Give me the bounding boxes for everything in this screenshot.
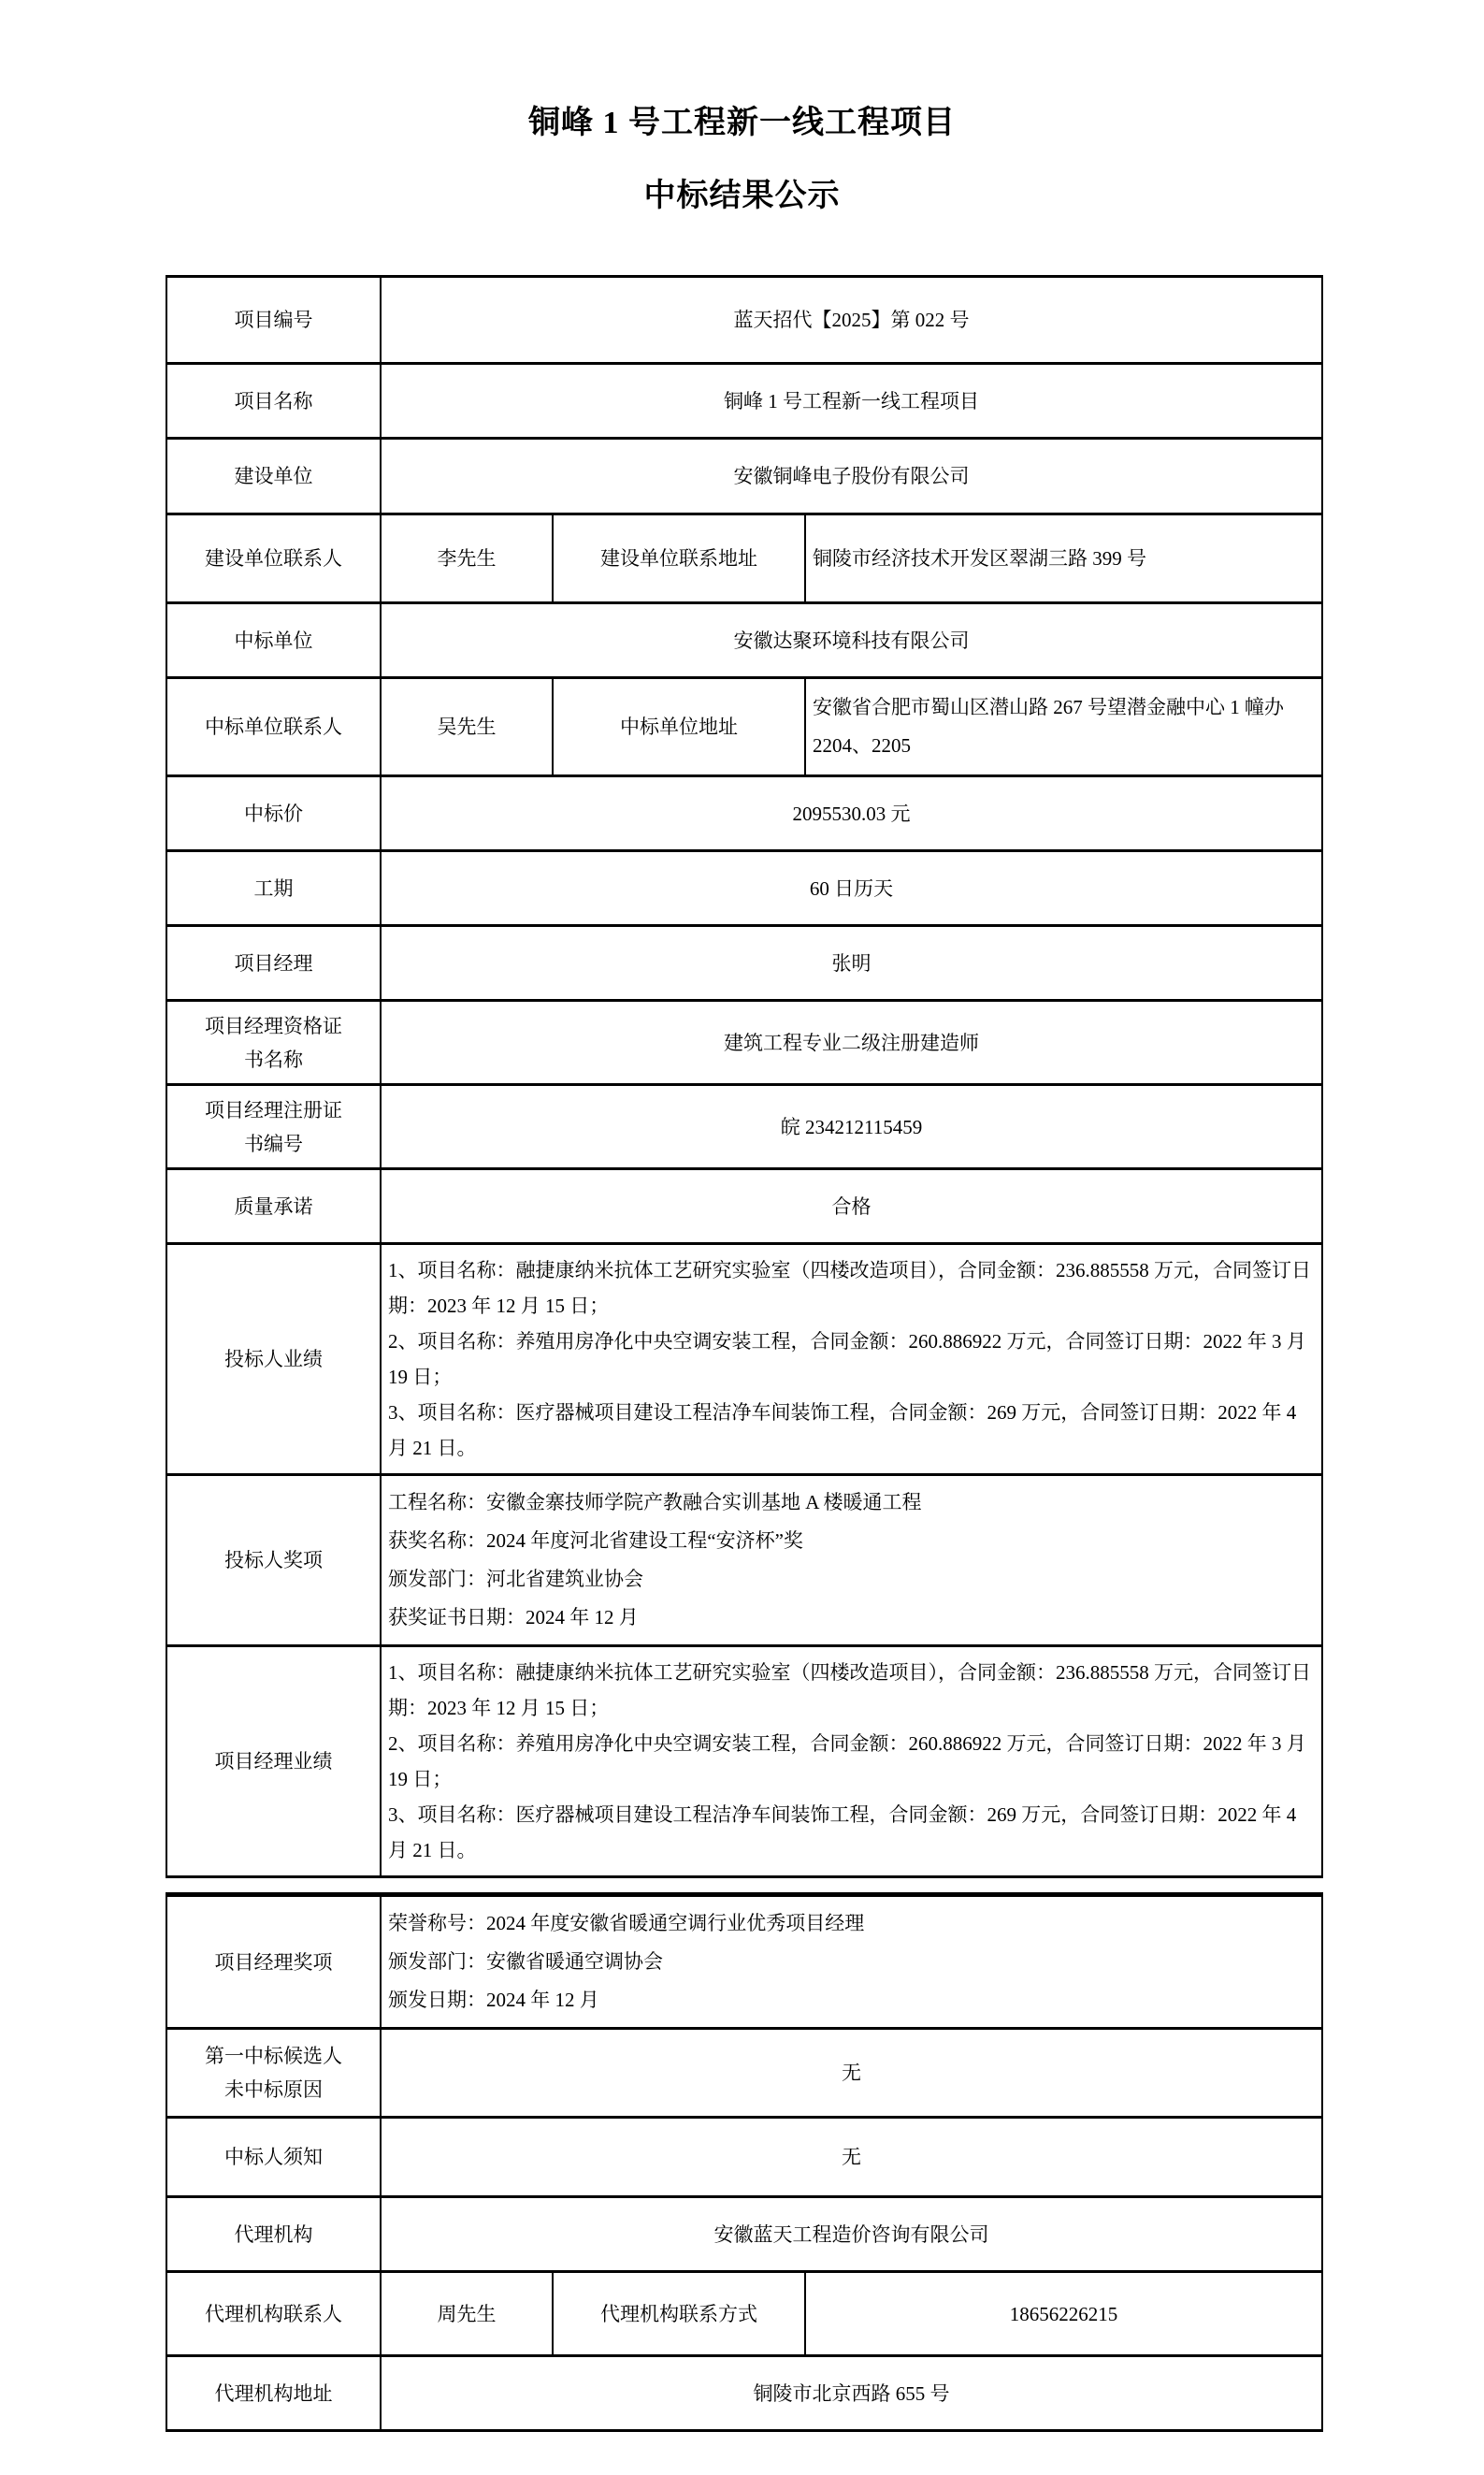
cell-text-line: 2095530.03 元 (792, 802, 911, 825)
cell-text-line: 代理机构 (234, 2222, 313, 2246)
result-table-area (166, 275, 1321, 2432)
table-row (166, 678, 1322, 776)
field-label-cell (166, 1895, 381, 2029)
field-label-cell (166, 678, 381, 776)
table-row (166, 2118, 1322, 2197)
field-label-cell (166, 514, 381, 603)
field-value-cell (381, 439, 1322, 514)
field-value-cell (381, 1646, 1322, 1877)
cell-text-line: 张明 (831, 951, 872, 975)
field-label-cell (166, 926, 381, 1001)
cell-text-line: 荣誉称号：2024 年度安徽省暖通空调行业优秀项目经理 (388, 1912, 865, 1934)
cell-text-line: 获奖证书日期：2024 年 12 月 (388, 1606, 639, 1628)
field-value-cell (805, 678, 1322, 776)
cell-text-line: 李先生 (437, 547, 497, 570)
table-row (166, 1475, 1322, 1646)
field-value-cell (381, 1169, 1322, 1244)
cell-text-line: 建设单位联系地址 (600, 547, 757, 570)
field-label-cell (166, 1001, 381, 1085)
field-value-cell (805, 514, 1322, 603)
table-row (166, 514, 1322, 603)
table-row (166, 1085, 1322, 1169)
announcement-table (166, 275, 1323, 1878)
table-row (166, 926, 1322, 1001)
field-label-cell (553, 2272, 805, 2356)
cell-text-line: 中标单位 (234, 629, 313, 652)
cell-text-line: 2、项目名称：养殖用房净化中央空调安装工程，合同金额：260.886922 万元，合同签订日期：2022 年 3 月 19 日； (388, 1330, 1306, 1388)
cell-text-line: 蓝天招代【2025】第 022 号 (733, 309, 970, 331)
document-subtitle: 中标结果公示 (643, 179, 841, 213)
cell-text-line: 颁发部门：河北省建筑业协会 (388, 1568, 643, 1590)
cell-text-line: 项目名称 (234, 389, 313, 412)
cell-text-line: 60 日历天 (809, 876, 894, 900)
field-label-cell (166, 2272, 381, 2356)
table-row (166, 439, 1322, 514)
cell-text-line: 代理机构地址 (214, 2381, 333, 2405)
table-row (166, 2197, 1322, 2272)
cell-text-line: 工程名称：安徽金寨技师学院产教融合实训基地 A 楼暖通工程 (388, 1491, 922, 1513)
cell-text-line: 中标单位地址 (620, 716, 738, 738)
cell-text-line: 中标价 (244, 802, 303, 825)
cell-text-line: 投标人业绩 (224, 1348, 323, 1370)
field-value-cell (381, 776, 1322, 851)
cell-text-line: 投标人奖项 (224, 1549, 323, 1571)
field-label-cell (166, 2118, 381, 2197)
field-value-cell (381, 2118, 1322, 2197)
cell-text-line: 铜陵市北京西路 655 号 (753, 2381, 950, 2405)
cell-text-line: 18656226215 (1009, 2302, 1118, 2325)
cell-text-line: 未中标原因 (224, 2078, 323, 2101)
cell-text-line: 无 (842, 2146, 861, 2168)
field-value-cell (381, 1085, 1322, 1169)
cell-text-line: 安徽蓝天工程造价咨询有限公司 (713, 2222, 989, 2246)
table-row (166, 364, 1322, 439)
cell-text-line: 项目经理业绩 (214, 1750, 333, 1773)
field-value-cell (381, 2029, 1322, 2118)
field-label-cell (166, 851, 381, 926)
cell-text-line: 安徽达聚环境科技有限公司 (733, 629, 970, 652)
field-value-cell (381, 1895, 1322, 2029)
cell-text-line: 工期 (253, 876, 294, 900)
field-label-cell (166, 776, 381, 851)
field-value-cell (381, 851, 1322, 926)
field-value-cell (381, 603, 1322, 678)
field-value-cell (381, 678, 553, 776)
field-value-cell (805, 2272, 1322, 2356)
table-row (166, 2272, 1322, 2356)
field-label-cell (166, 1169, 381, 1244)
table-row (166, 851, 1322, 926)
cell-text-line: 中标单位联系人 (205, 716, 342, 738)
field-label-cell (166, 2356, 381, 2431)
table-row (166, 277, 1322, 364)
table-row (166, 2356, 1322, 2431)
field-label-cell (166, 364, 381, 439)
field-label-cell (166, 2029, 381, 2118)
table-row (166, 1001, 1322, 1085)
cell-text-line: 项目经理 (234, 951, 313, 975)
cell-text-line: 中标人须知 (224, 2146, 323, 2168)
announcement-table-continued (166, 1892, 1323, 2432)
cell-text-line: 3、项目名称：医疗器械项目建设工程洁净车间装饰工程，合同金额：269 万元，合同签订日期：2022 年 4 月 21 日。 (388, 1401, 1297, 1459)
cell-text-line: 无 (842, 2062, 861, 2084)
cell-text-line: 质量承诺 (234, 1194, 313, 1218)
field-label-cell (166, 277, 381, 364)
cell-text-line: 2、项目名称：养殖用房净化中央空调安装工程，合同金额：260.886922 万元，合同签订日期：2022 年 3 月 19 日； (388, 1732, 1306, 1790)
field-value-cell (381, 364, 1322, 439)
table-row (166, 603, 1322, 678)
table-row (166, 2029, 1322, 2118)
cell-text-line: 安徽省合肥市蜀山区潜山路 267 号望潜金融中心 1 幢办 2204、2205 (813, 696, 1284, 757)
cell-text-line: 3、项目名称：医疗器械项目建设工程洁净车间装饰工程，合同金额：269 万元，合同签订日期：2022 年 4 月 21 日。 (388, 1803, 1297, 1861)
field-label-cell (553, 678, 805, 776)
field-value-cell (381, 2272, 553, 2356)
field-value-cell (381, 1475, 1322, 1646)
field-label-cell (166, 603, 381, 678)
table-row (166, 1646, 1322, 1877)
cell-text-line: 建设单位 (234, 465, 313, 487)
cell-text-line: 项目经理资格证 (205, 1014, 342, 1037)
cell-text-line: 建筑工程专业二级注册建造师 (724, 1031, 980, 1054)
field-value-cell (381, 2197, 1322, 2272)
cell-text-line: 铜峰 1 号工程新一线工程项目 (724, 389, 980, 412)
table-row (166, 1169, 1322, 1244)
field-label-cell (166, 1085, 381, 1169)
cell-text-line: 1、项目名称：融捷康纳米抗体工艺研究实验室（四楼改造项目），合同金额：236.885558 万元，合同签订日期：2023 年 12 月 15 日； (388, 1259, 1311, 1317)
document-title: 铜峰 1 号工程新一线工程项目 (528, 106, 956, 140)
table-row (166, 1244, 1322, 1475)
cell-text-line: 1、项目名称：融捷康纳米抗体工艺研究实验室（四楼改造项目），合同金额：236.885558 万元，合同签订日期：2023 年 12 月 15 日； (388, 1661, 1311, 1719)
cell-text-line: 吴先生 (437, 716, 497, 738)
table-row (166, 776, 1322, 851)
cell-text-line: 代理机构联系方式 (600, 2302, 757, 2325)
field-value-cell (381, 926, 1322, 1001)
field-label-cell (166, 2197, 381, 2272)
field-value-cell (381, 277, 1322, 364)
cell-text-line: 项目经理注册证 (205, 1098, 342, 1122)
field-value-cell (381, 2356, 1322, 2431)
cell-text-line: 颁发日期：2024 年 12 月 (388, 1989, 599, 2011)
cell-text-line: 铜陵市经济技术开发区翠湖三路 399 号 (813, 546, 1146, 570)
cell-text-line: 项目编号 (234, 309, 313, 331)
cell-text-line: 代理机构联系人 (205, 2302, 342, 2325)
field-label-cell (166, 1244, 381, 1475)
field-label-cell (166, 1646, 381, 1877)
cell-text-line: 获奖名称：2024 年度河北省建设工程“安济杯”奖 (388, 1529, 803, 1552)
cell-text-line: 安徽铜峰电子股份有限公司 (733, 465, 970, 487)
field-value-cell (381, 514, 553, 603)
field-value-cell (381, 1001, 1322, 1085)
cell-text-line: 第一中标候选人 (205, 2045, 342, 2067)
field-label-cell (166, 1475, 381, 1646)
cell-text-line: 书编号 (244, 1132, 303, 1155)
cell-text-line: 书名称 (244, 1048, 303, 1071)
field-value-cell (381, 1244, 1322, 1475)
cell-text-line: 皖 234212115459 (780, 1115, 923, 1138)
cell-text-line: 项目经理奖项 (214, 1950, 333, 1974)
field-label-cell (553, 514, 805, 603)
field-label-cell (166, 439, 381, 514)
table-row (166, 1895, 1322, 2029)
cell-text-line: 合格 (831, 1194, 872, 1218)
cell-text-line: 颁发部门：安徽省暖通空调协会 (388, 1950, 663, 1973)
cell-text-line: 周先生 (437, 2302, 497, 2325)
cell-text-line: 建设单位联系人 (205, 547, 342, 570)
